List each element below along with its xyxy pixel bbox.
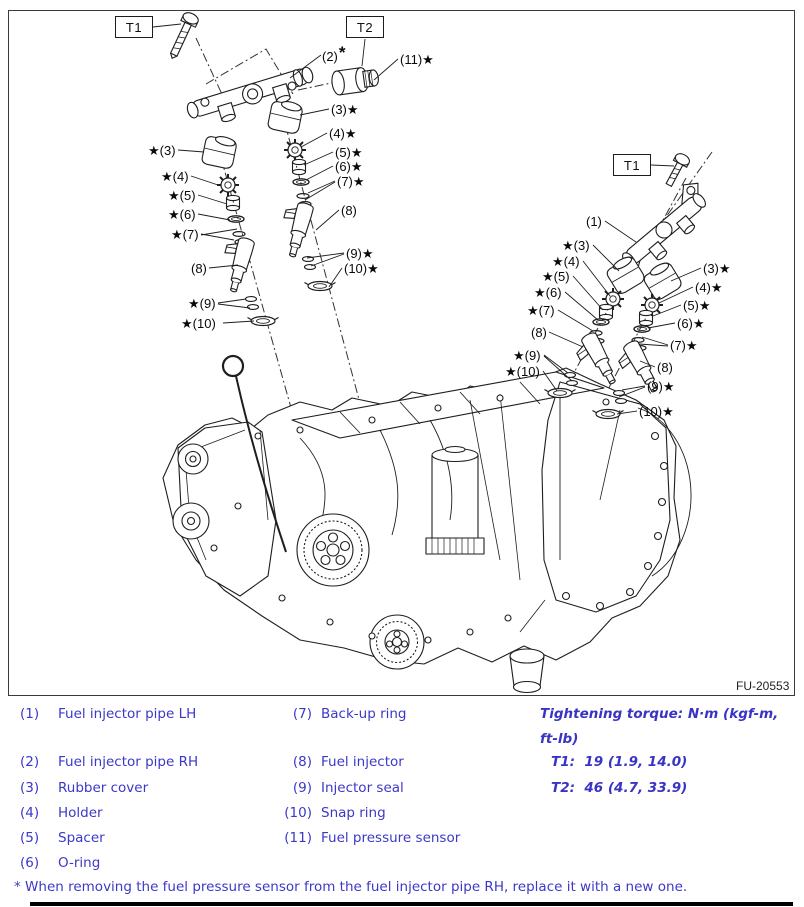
legend-label: Fuel injector pipe LH xyxy=(58,706,197,722)
torque-t2-value: T2: 46 (4.7, 33.9) xyxy=(551,780,688,796)
legend-label: Snap ring xyxy=(321,805,386,821)
legend-num: (6) xyxy=(20,855,40,871)
torque-t1-value: T1: 19 (1.9, 14.0) xyxy=(551,754,688,770)
t1-label: T1 xyxy=(125,19,143,35)
callout-4-lh-left: ★(4) xyxy=(161,169,189,184)
callout-3-lh-left: ★(3) xyxy=(148,143,176,158)
callout-10-lh-left: ★(10) xyxy=(181,316,216,331)
figure-code: FU-20553 xyxy=(736,679,790,693)
callout-3-lh-right: (3)★ xyxy=(331,102,359,117)
callout-4-rh-left: ★(4) xyxy=(552,254,580,269)
torque-heading-line1: Tightening torque: N·m (kgf-m, xyxy=(540,706,779,722)
callout-4-lh-right: (4)★ xyxy=(329,126,357,141)
legend-num: (9) xyxy=(292,780,312,796)
fuel-pressure-sensor xyxy=(331,65,380,95)
torque-heading-line2: ft-lb) xyxy=(540,731,579,747)
legend-num: (4) xyxy=(20,805,40,821)
legend-label: Fuel injector xyxy=(321,754,404,770)
torque-box-t1-left xyxy=(115,16,153,38)
callout-5-lh-left: ★(5) xyxy=(168,188,196,203)
legend-num: (1) xyxy=(20,706,40,722)
lh-stack-b-parts xyxy=(266,97,336,290)
callout-6-lh-right: (6)★ xyxy=(335,159,363,174)
callout-4-rh-right: (4)★ xyxy=(695,280,723,295)
callout-5-lh-right: (5)★ xyxy=(335,145,363,160)
legend-label: Rubber cover xyxy=(58,780,149,796)
callout-3-rh-right: (3)★ xyxy=(703,261,731,276)
callout-8-lh-left: (8) xyxy=(191,261,207,276)
callout-9-rh-left: ★(9) xyxy=(513,348,541,363)
legend-num: (3) xyxy=(20,780,40,796)
legend-num: (10) xyxy=(284,805,312,821)
legend-num: (7) xyxy=(292,706,312,722)
callout-8-lh-right: (8) xyxy=(341,203,357,218)
callout-8-rh-left: (8) xyxy=(531,325,547,340)
legend-label: O-ring xyxy=(58,855,101,871)
legend-num: (2) xyxy=(20,754,40,770)
pipe-bolt-right xyxy=(662,151,691,188)
t2-label: T2 xyxy=(356,19,374,35)
engine-block xyxy=(163,356,691,693)
callout-5-rh-right: (5)★ xyxy=(683,298,711,313)
asterisk-mark: * xyxy=(338,43,346,62)
legend-num: (5) xyxy=(20,830,40,846)
footnote: * When removing the fuel pressure sensor from the fuel injector pipe RH, replace it with a new one. xyxy=(14,879,688,895)
bottom-divider-bar xyxy=(30,902,793,906)
legend-label: Holder xyxy=(58,805,103,821)
legend-label: Back-up ring xyxy=(321,706,407,722)
torque-box-t1-right xyxy=(613,154,651,176)
callout-9-lh-left: ★(9) xyxy=(188,296,216,311)
callout-9-rh-right: (9)★ xyxy=(647,379,675,394)
callout-6-rh-right: (6)★ xyxy=(677,316,705,331)
callout-10-rh-left: ★(10) xyxy=(505,364,540,379)
t1-label: T1 xyxy=(623,157,641,173)
callout-6-rh-left: ★(6) xyxy=(534,285,562,300)
callout-9-lh-right: (9)★ xyxy=(346,246,374,261)
callout-7-lh-left: ★(7) xyxy=(171,227,199,242)
legend-num: (8) xyxy=(292,754,312,770)
callout-11: (11)★ xyxy=(400,52,434,67)
callout-3-rh-left: ★(3) xyxy=(562,238,590,253)
callout-7-rh-left: ★(7) xyxy=(527,303,555,318)
callout-10-lh-right: (10)★ xyxy=(344,261,379,276)
legend-label: Fuel injector pipe RH xyxy=(58,754,199,770)
callout-2: (2)* xyxy=(322,43,346,64)
callout-10-rh-right: (10)★ xyxy=(639,404,674,419)
callout-8-rh-right: (8) xyxy=(657,360,673,375)
legend-label: Fuel pressure sensor xyxy=(321,830,461,846)
legend-label: Spacer xyxy=(58,830,105,846)
callout-7-lh-right: (7)★ xyxy=(337,174,365,189)
pipe-bolt-left xyxy=(165,10,200,61)
legend-label: Injector seal xyxy=(321,780,404,796)
torque-box-t2 xyxy=(346,16,384,38)
callout-1: (1) xyxy=(586,214,602,229)
callout-6-lh-left: ★(6) xyxy=(168,207,196,222)
callout-7-rh-right: (7)★ xyxy=(670,338,698,353)
callout-5-rh-left: ★(5) xyxy=(542,269,570,284)
legend-num: (11) xyxy=(284,830,312,846)
